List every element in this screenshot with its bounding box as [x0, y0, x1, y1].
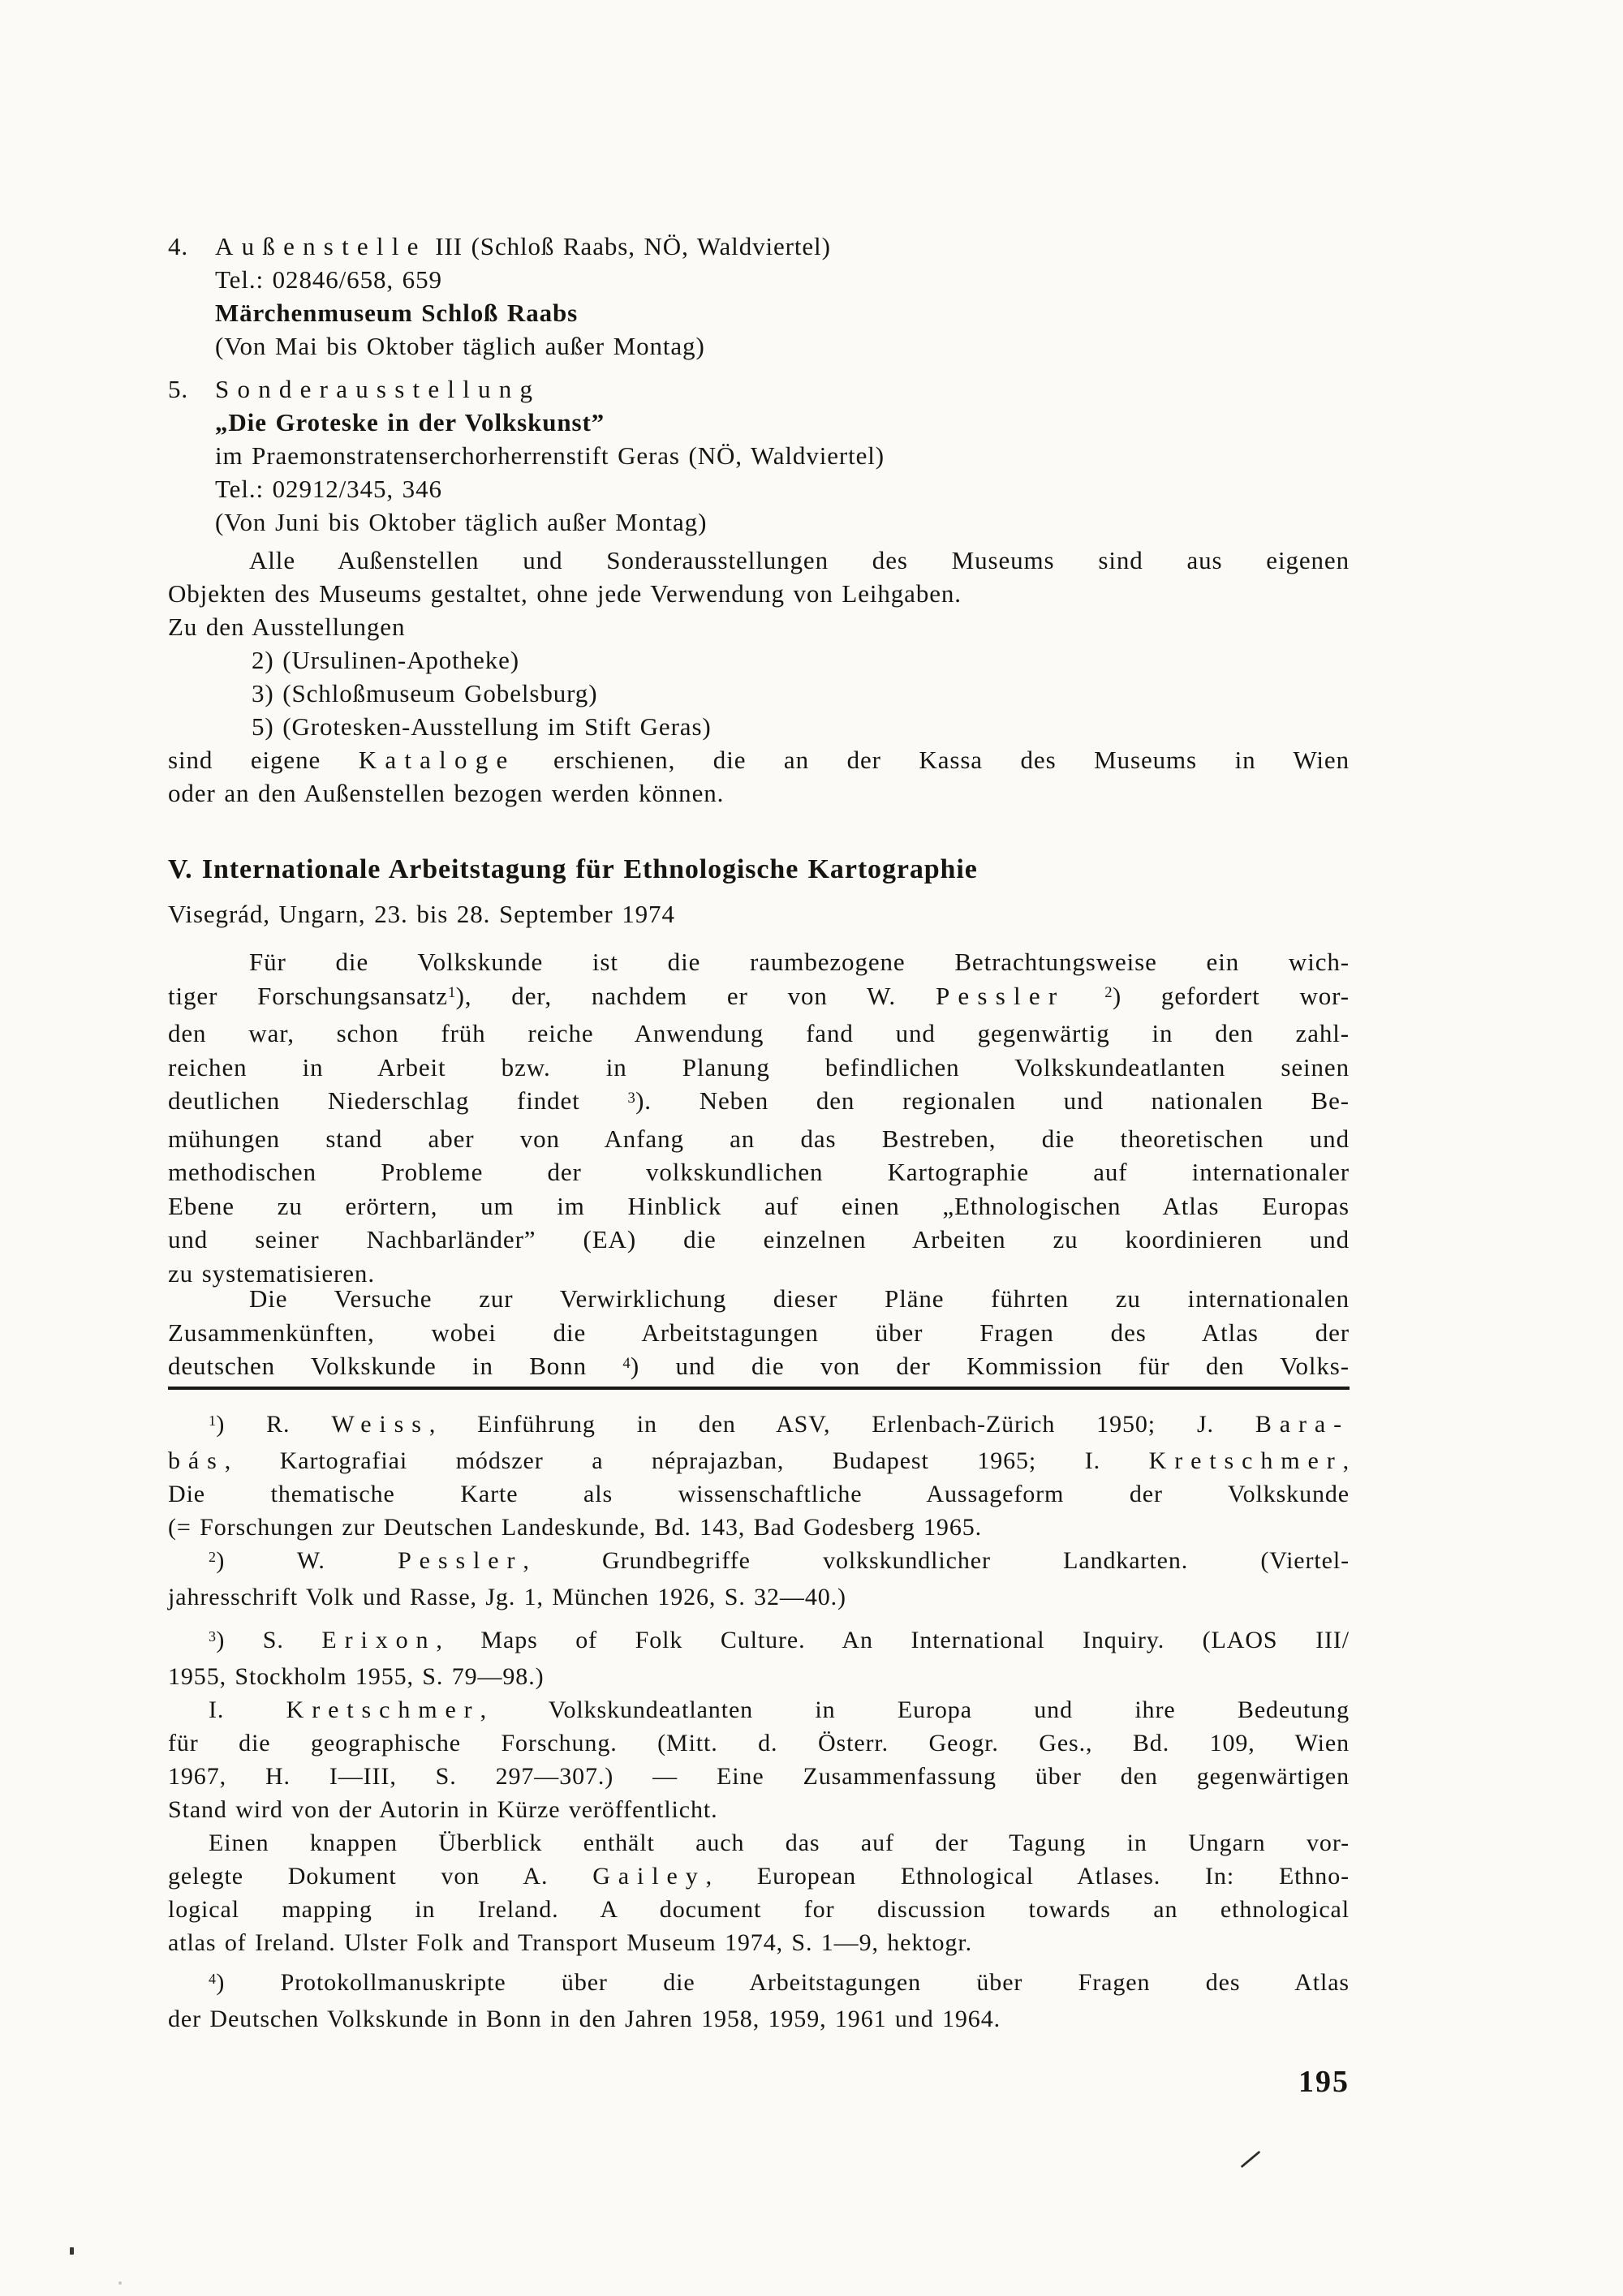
footnotes-line-4 — [168, 1511, 1350, 1544]
footnote-reference: 4 — [209, 1970, 217, 1987]
text-segment: erschienen, die an der Kassa des Museums in Wien — [515, 746, 1350, 774]
text-segment: Sonderausstellung — [215, 375, 541, 403]
text-segment: Die Versuche zur Verwirklichung dieser Pläne führten zu internationalen — [249, 1284, 1350, 1313]
text-segment: den war, schon früh reiche Anwendung fand und gegenwärtig in den zahl- — [168, 1019, 1350, 1047]
text-segment: methodischen Probleme der volkskundlichen Kartographie auf internationaler — [168, 1158, 1350, 1186]
branch-list-line-5 — [168, 372, 1350, 406]
text-segment: Alle Außenstellen und Sonderausstellungen des Museums sind aus eigenen — [249, 546, 1350, 574]
intro-paragraph-line-2 — [168, 979, 1350, 1017]
footnote-reference: 4 — [622, 1354, 631, 1372]
page-number: 195 — [1298, 2065, 1350, 2099]
footnotes-line-8 — [168, 1660, 1350, 1693]
text-segment: V. Internationale Arbeitstagung für Ethnologische Kartographie — [168, 854, 978, 884]
text-segment: Für die Volkskunde ist die raumbezogene Betrachtungsweise ein wich- — [249, 948, 1350, 976]
branch-list-line-4 — [168, 329, 1350, 363]
footnotes-line-11 — [168, 1760, 1350, 1793]
text-segment: zu systematisieren. — [168, 1258, 375, 1288]
text-segment: reichen in Arbeit bzw. in Planung befindlichen Volkskundeatlanten seinen — [168, 1052, 1350, 1081]
text-segment: Kretschmer — [286, 1696, 480, 1723]
text-segment: Bara- — [1255, 1411, 1350, 1438]
section-heading-line-1 — [168, 852, 1350, 888]
text-segment: bás — [168, 1447, 225, 1474]
intro-paragraph-line-4 — [168, 1051, 1350, 1085]
branch-list-line-1 — [168, 230, 1350, 263]
text-segment: 5) (Grotesken-Ausstellung im Stift Geras) — [252, 712, 712, 741]
text-segment: für die geographische Forschung. (Mitt. d. Österr. Geogr. Ges., Bd. 109, Wien — [168, 1730, 1350, 1756]
text-segment: jahresschrift Volk und Rasse, Jg. 1, München 1926, S. 32—40.) — [168, 1584, 846, 1610]
intro-paragraph — [168, 945, 1350, 1290]
footnotes-line-10 — [168, 1726, 1350, 1760]
text-segment: Ebene zu erörtern, um im Hinblick auf einen „Ethnologischen Atlas Europas — [168, 1191, 1350, 1220]
text-segment: Visegrád, Ungarn, 23. bis 28. September 1974 — [168, 900, 675, 928]
second-paragraph-line-2 — [168, 1316, 1350, 1350]
text-segment: Kretschmer — [1148, 1447, 1343, 1474]
intro-paragraph-line-6 — [168, 1122, 1350, 1156]
exhibitions-paragraph-line-5 — [168, 677, 1350, 710]
text-segment: ) W. — [216, 1547, 398, 1574]
footnotes-line-13 — [168, 1826, 1350, 1860]
scan-artifact-speck-2 — [118, 2281, 122, 2285]
text-segment: (Von Juni bis Oktober täglich außer Montag) — [215, 508, 708, 536]
text-segment: deutschen Volkskunde in Bonn — [168, 1352, 623, 1380]
footnotes — [168, 1408, 1350, 2036]
footnote-reference: 1 — [447, 984, 456, 1002]
branch-list-line-3 — [168, 296, 1350, 329]
text-segment: ) gefordert wor- — [1112, 981, 1350, 1010]
text-segment: Märchenmuseum Schloß Raabs — [215, 299, 579, 327]
footnote-reference: 3 — [209, 1627, 217, 1645]
text-segment: ). Neben den regionalen und nationalen Be- — [635, 1086, 1350, 1115]
text-segment — [1065, 982, 1104, 1010]
footnotes-line-16 — [168, 1926, 1350, 1959]
second-paragraph — [168, 1282, 1350, 1387]
intro-paragraph-line-8 — [168, 1189, 1350, 1223]
branch-list-line-9 — [168, 505, 1350, 539]
text-segment: 2) (Ursulinen-Apotheke) — [252, 646, 520, 674]
text-segment: Stand wird von der Autorin in Kürze veröffentlicht. — [168, 1796, 718, 1823]
section-subheading-line-1 — [168, 897, 1350, 931]
footnotes-line-12 — [168, 1793, 1350, 1826]
footnotes-line-3 — [168, 1477, 1350, 1511]
intro-paragraph-line-9 — [168, 1223, 1350, 1257]
text-segment: I. — [209, 1696, 286, 1723]
text-segment: Zusammenkünften, wobei die Arbeitstagungen über Fragen des Atlas der — [168, 1318, 1350, 1347]
text-segment: im Praemonstratenserchorherrenstift Geras (NÖ, Waldviertel) — [215, 441, 885, 470]
text-segment: Gailey — [592, 1863, 706, 1890]
branch-list-line-8 — [168, 472, 1350, 505]
exhibitions-paragraph — [168, 544, 1350, 810]
text-segment: ) S. — [216, 1627, 322, 1653]
scan-artifact-speck — [70, 2247, 74, 2255]
exhibitions-paragraph-line-3 — [168, 610, 1350, 643]
text-segment: gelegte Dokument von A. — [168, 1863, 593, 1890]
exhibitions-paragraph-line-4 — [168, 643, 1350, 677]
text-segment: Pessler — [398, 1547, 523, 1574]
text-segment: , Maps of Folk Culture. An International Inquiry. (LAOS III/ — [436, 1627, 1350, 1653]
footnotes-line-5 — [168, 1544, 1350, 1580]
footnotes-line-17 — [168, 1966, 1350, 2002]
text-segment: oder an den Außenstellen bezogen werden können. — [168, 779, 725, 807]
footnotes-line-6 — [168, 1580, 1350, 1614]
footnotes-line-18 — [168, 2002, 1350, 2036]
text-segment: deutlichen Niederschlag findet — [168, 1086, 628, 1115]
footnotes-line-15 — [168, 1893, 1350, 1926]
footnotes-line-9 — [168, 1693, 1350, 1726]
footnote-reference: 2 — [209, 1548, 217, 1565]
branch-list-line-7 — [168, 439, 1350, 472]
text-segment: , Kartografiai módszer a néprajazban, Budapest 1965; I. — [224, 1447, 1149, 1474]
footnotes-line-7 — [168, 1623, 1350, 1660]
footnotes-line-1 — [168, 1408, 1350, 1444]
exhibitions-paragraph-line-1 — [168, 544, 1350, 577]
footnote-separator-rule — [168, 1387, 1350, 1390]
text-segment: Tel.: 02912/345, 346 — [215, 475, 442, 503]
text-segment: und seiner Nachbarländer” (EA) die einzelnen Arbeiten zu koordinieren und — [168, 1225, 1350, 1253]
second-paragraph-line-3 — [168, 1349, 1350, 1387]
text-segment: der Deutschen Volkskunde in Bonn in den Jahren 1958, 1959, 1961 und 1964. — [168, 2006, 1001, 2032]
text-segment: sind eigene — [168, 746, 359, 774]
second-paragraph-line-1 — [168, 1282, 1350, 1316]
footnote-reference: 1 — [209, 1412, 217, 1429]
text-segment: 1967, H. I—III, S. 297—307.) — Eine Zusammenfassung über den gegenwärtigen — [168, 1763, 1350, 1790]
text-segment: Außenstelle — [215, 232, 427, 260]
text-segment: ), der, nachdem er von W. — [455, 981, 936, 1010]
exhibitions-paragraph-line-7 — [168, 743, 1350, 776]
branch-list — [168, 230, 1350, 539]
text-segment: Weiss — [331, 1411, 429, 1438]
exhibitions-paragraph-line-8 — [168, 776, 1350, 810]
text-segment: III (Schloß Raabs, NÖ, Waldviertel) — [426, 232, 831, 260]
text-segment: Einen knappen Überblick enthält auch das auf der Tagung in Ungarn vor- — [209, 1829, 1350, 1856]
text-segment: , Einführung in den ASV, Erlenbach-Zürich 1950; J. — [428, 1411, 1255, 1438]
text-segment: tiger Forschungsansatz — [168, 981, 448, 1010]
text-segment: , Grundbegriffe volkskundlicher Landkarten. (Viertel- — [523, 1547, 1350, 1574]
footnotes-line-14 — [168, 1860, 1350, 1893]
text-segment: , European Ethnological Atlases. In: Ethno- — [705, 1863, 1350, 1890]
list-item-marker: 4. — [168, 232, 189, 260]
text-segment: Zu den Ausstellungen — [168, 613, 406, 641]
text-segment: ) R. — [216, 1411, 332, 1438]
text-segment: (= Forschungen zur Deutschen Landeskunde, Bd. 143, Bad Godesberg 1965. — [168, 1514, 983, 1541]
intro-paragraph-line-5 — [168, 1084, 1350, 1122]
footnote-reference: 2 — [1104, 984, 1113, 1002]
scan-artifact-slash — [1241, 2151, 1261, 2169]
branch-list-line-2 — [168, 263, 1350, 296]
text-segment: (Von Mai bis Oktober täglich außer Montag) — [215, 332, 705, 360]
text-segment: „Die Groteske in der Volkskunst” — [215, 408, 605, 436]
text-segment: 1955, Stockholm 1955, S. 79—98.) — [168, 1663, 545, 1690]
footnotes-line-2 — [168, 1444, 1350, 1477]
section-subheading — [168, 897, 1350, 931]
intro-paragraph-line-1 — [168, 945, 1350, 979]
text-segment: mühungen stand aber von Anfang an das Bestreben, die theoretischen und — [168, 1124, 1350, 1153]
section-heading — [168, 852, 1350, 888]
text-segment: atlas of Ireland. Ulster Folk and Transport Museum 1974, S. 1—9, hektogr. — [168, 1929, 972, 1956]
text-segment: , Volkskundeatlanten in Europa und ihre Bedeutung — [480, 1696, 1350, 1723]
text-segment: ) Protokollmanuskripte über die Arbeitstagungen über Fragen des Atlas — [216, 1969, 1350, 1996]
text-segment: logical mapping in Ireland. A document for discussion towards an ethnological — [168, 1896, 1350, 1923]
intro-paragraph-line-3 — [168, 1017, 1350, 1051]
footnote-reference: 3 — [627, 1089, 636, 1107]
text-segment: Objekten des Museums gestaltet, ohne jede Verwendung von Leihgaben. — [168, 579, 962, 608]
text-segment: Kataloge — [358, 746, 516, 774]
branch-list-line-6 — [168, 406, 1350, 439]
list-item-marker: 5. — [168, 375, 189, 403]
text-segment: , — [1342, 1447, 1350, 1474]
exhibitions-paragraph-line-6 — [168, 710, 1350, 743]
text-segment: 3) (Schloßmuseum Gobelsburg) — [252, 679, 598, 707]
text-segment: Pessler — [935, 981, 1065, 1010]
intro-paragraph-line-7 — [168, 1155, 1350, 1189]
text-segment: Tel.: 02846/658, 659 — [215, 265, 442, 294]
exhibitions-paragraph-line-2 — [168, 577, 1350, 610]
text-segment: Die thematische Karte als wissenschaftliche Aussageform der Volkskunde — [168, 1481, 1350, 1507]
text-segment: ) und die von der Kommission für den Volks- — [630, 1352, 1350, 1380]
text-segment: Erixon — [321, 1627, 437, 1653]
